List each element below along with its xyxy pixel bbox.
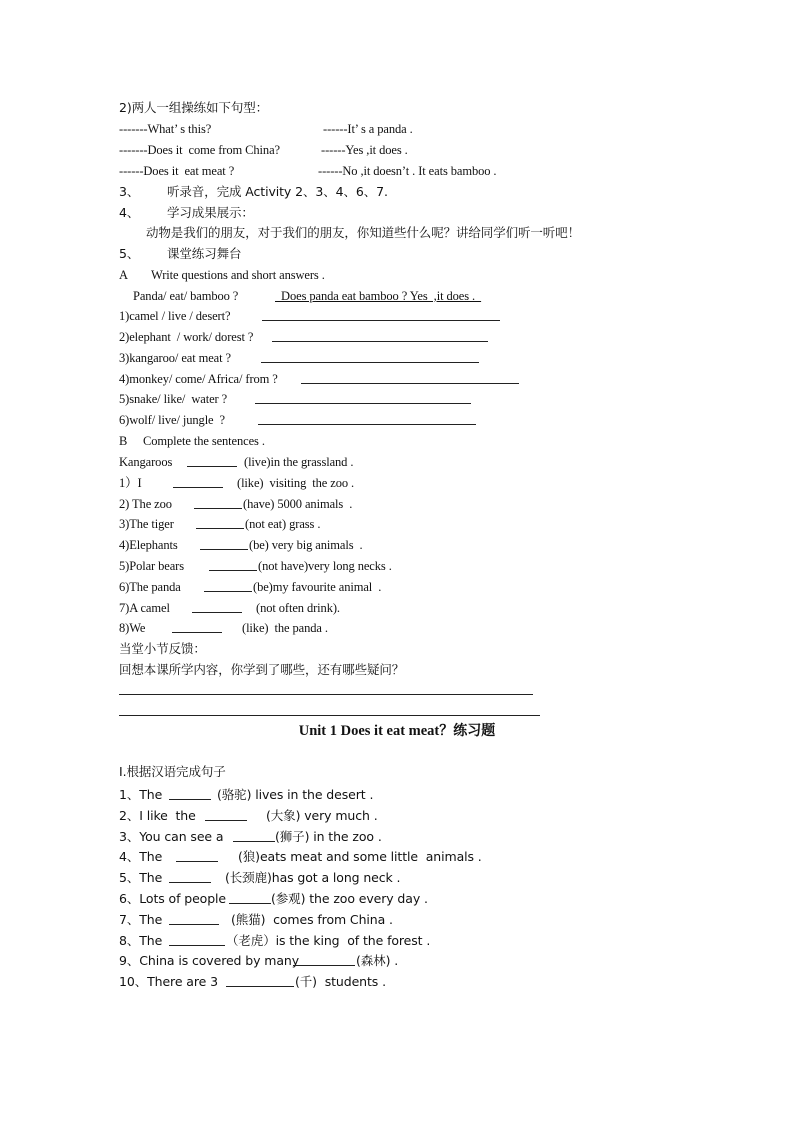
exercise-item-8-start-text: 8、The [119,933,163,948]
step-5 [167,246,241,262]
dialogue-line-3 [119,163,234,179]
feedback-prompt [119,662,404,678]
exercise-title [0,722,794,740]
sentence-b-7-rest-text: (not often drink). [256,601,340,615]
sentence-b-5-subject-text: 5)Polar bears [119,559,184,573]
blank-ex-10[interactable] [226,986,294,987]
feedback-prompt-text: 回想本课所学内容，你学到了哪些，还有哪些疑问？ [119,662,405,677]
sentence-b-8-subject-text: 8)We [119,621,146,635]
sentence-b-7-subject [119,600,170,616]
answer-blank-a-2[interactable] [272,341,488,342]
section-a-example-answer-text: Does panda eat bamboo ? Yes ,it does . [275,289,482,303]
step-3-number [119,184,139,200]
exercise-item-2-end-text: (大象) very much . [266,808,378,823]
exercise-item-8-end [226,933,430,949]
dialogue-line-3-question: ------Does it eat meat ? [119,164,235,178]
section-a-example-answer [275,288,481,304]
step-4 [167,205,254,221]
dialogue-line-1-answer [323,121,413,137]
step-4-text: 学习成果展示： [167,205,254,220]
exercise-item-5-end-text: (长颈鹿)has got a long neck . [225,870,401,885]
sentence-b-4-subject [119,537,178,553]
blank-ex-5[interactable] [169,882,211,883]
exercise-item-10-start [119,974,218,990]
exercise-item-10-start-text: 10、There are 3 [119,974,218,989]
sentence-b-2-subject [119,496,172,512]
sentence-b-6-subject [119,579,181,595]
blank-ex-4[interactable] [176,861,218,862]
step-4-number-text: 4、 [119,205,140,220]
exercise-item-3-end-text: (狮子) in the zoo . [275,829,382,844]
exercise-title-cn: ？练习题 [439,723,496,739]
blank-b-3[interactable] [196,528,244,529]
sentence-b-2-rest [243,496,352,512]
blank-ex-6[interactable] [229,903,271,904]
dialogue-line-2-answer [321,142,408,158]
sentence-b-2-subject-text: 2) The zoo [119,497,172,511]
blank-b-5[interactable] [209,570,257,571]
step-3-text: 听录音，完成 Activity 2、3、4、6、7. [167,184,388,199]
section-a-letter [119,267,128,283]
exercise-item-5-start-text: 5、The [119,870,163,885]
pair-practice-heading-text: 2)两人一组操练如下句型： [119,100,269,115]
section-a-example-prompt [133,288,238,304]
exercise-item-1-end [217,787,373,803]
step-3 [167,184,388,200]
step-5-number [119,246,139,262]
section-a-letter-text: A [119,268,128,282]
sentence-b-8-rest [242,620,328,636]
exercise-item-3-start [119,829,223,845]
blank-b-2[interactable] [194,508,242,509]
section-b-letter [119,433,127,449]
section-b-letter-text: B [119,434,128,448]
sentence-b-2-rest-text: (have) 5000 animals . [243,497,353,511]
section-a-instruction [151,267,325,283]
blank-ex-9[interactable] [293,965,355,966]
blank-ex-8[interactable] [169,945,225,946]
question-a-3-text: 3)kangaroo/ eat meat ? [119,351,231,365]
exercise-item-5-end [225,870,400,886]
sentence-b-5-subject [119,558,184,574]
section-b-instruction [143,433,265,449]
exercise-item-7-end [231,912,393,928]
sentence-b-3-subject-text: 3)The tiger [119,517,174,531]
sentence-b-8-subject [119,620,145,636]
sentence-b-6-subject-text: 6)The panda [119,580,181,594]
dialogue-line-2-answer-text: ------Yes ,it does . [321,143,408,157]
exercise-item-9-start-text: 9、China is covered by many [119,953,300,968]
step-4-number [119,205,139,221]
sentence-b-4-rest [249,537,363,553]
blank-ex-1[interactable] [169,799,211,800]
dialogue-line-1-question: -------What’ s this? [119,122,212,136]
answer-blank-a-3[interactable] [261,362,479,363]
sentence-b-6-rest-text: (be)my favourite animal . [253,580,382,594]
pair-practice-heading [119,100,268,116]
question-a-5 [119,391,227,407]
section-b-example-subject [119,454,172,470]
blank-b-1[interactable] [173,487,223,488]
exercise-item-1-start [119,787,162,803]
question-a-1 [119,308,230,324]
answer-blank-a-6[interactable] [258,424,476,425]
exercise-title-en: Unit 1 Does it eat meat [298,723,440,739]
exercise-item-10-end-text: (千) students . [295,974,386,989]
animals-friends-prompt [146,225,580,241]
exercise-item-6-start [119,891,226,907]
exercise-item-4-end-text: (狼)eats meat and some little animals . [238,849,482,864]
sentence-b-4-subject-text: 4)Elephants [119,538,178,552]
blank-b-example[interactable] [187,466,237,467]
blank-ex-7[interactable] [169,924,219,925]
section-a-example-prompt-text: Panda/ eat/ bamboo ? [133,289,239,303]
sentence-b-3-rest [245,516,320,532]
exercise-item-10-end [295,974,386,990]
exercise-item-2-start-text: 2、I like the [119,808,196,823]
blank-b-6[interactable] [204,591,252,592]
exercise-item-3-start-text: 3、You can see a [119,829,224,844]
feedback-answer-line-2[interactable] [119,715,540,716]
exercise-item-1-start-text: 1、The [119,787,163,802]
exercise-item-9-start [119,953,299,969]
question-a-2 [119,329,253,345]
dialogue-line-1 [119,121,211,137]
exercise-item-4-end [238,849,482,865]
feedback-heading [119,641,206,657]
step-5-number-text: 5、 [119,246,140,261]
exercise-item-4-start [119,849,162,865]
sentence-b-3-subject [119,516,174,532]
sentence-b-4-rest-text: (be) very big animals . [249,538,363,552]
question-a-3 [119,350,231,366]
exercise-heading [119,764,226,780]
blank-b-4[interactable] [200,549,248,550]
exercise-item-9-end [356,953,398,969]
exercise-item-5-start [119,870,162,886]
animals-friends-prompt-text: 动物是我们的朋友，对于我们的朋友，你知道些什么呢？讲给同学们听一听吧！ [146,225,581,240]
exercise-item-4-start-text: 4、The [119,849,163,864]
section-b-instruction-text: Complete the sentences . [143,434,265,448]
question-a-4 [119,371,278,387]
exercise-item-7-start-text: 7、The [119,912,163,927]
dialogue-line-1-answer-text: ------It’ s a panda . [323,122,413,136]
section-b-example-rest-text: (live)in the grassland . [244,455,354,469]
sentence-b-1-rest-text: (like) visiting the zoo . [237,476,355,490]
feedback-heading-text: 当堂小节反馈： [119,641,206,656]
answer-blank-a-1[interactable] [262,320,500,321]
sentence-b-7-subject-text: 7)A camel [119,601,170,615]
exercise-item-7-start [119,912,162,928]
exercise-item-2-start [119,808,196,824]
dialogue-line-2 [119,142,280,158]
blank-b-7[interactable] [192,612,242,613]
exercise-item-7-end-text: (熊猫) comes from China . [231,912,393,927]
step-5-text: 课堂练习舞台 [167,246,242,261]
question-a-6 [119,412,225,428]
dialogue-line-2-question: -------Does it come from China? [119,143,280,157]
sentence-b-1-rest [237,475,354,491]
answer-blank-a-5[interactable] [255,403,471,404]
sentence-b-6-rest [253,579,381,595]
feedback-answer-line-1[interactable] [119,694,533,695]
sentence-b-3-rest-text: (not eat) grass . [245,517,321,531]
blank-b-8[interactable] [172,632,222,633]
exercise-item-8-start [119,933,162,949]
exercise-heading-text: I.根据汉语完成句子 [119,764,226,779]
section-a-instruction-text: Write questions and short answers . [151,268,325,282]
exercise-item-8-end-text: （老虎）is the king of the forest . [226,933,431,948]
sentence-b-8-rest-text: (like) the panda . [242,621,328,635]
exercise-item-6-end [271,891,428,907]
blank-ex-3[interactable] [233,841,275,842]
exercise-item-3-end [275,829,382,845]
question-a-4-text: 4)monkey/ come/ Africa/ from ? [119,372,278,386]
question-a-2-text: 2)elephant / work/ dorest ? [119,330,254,344]
exercise-item-6-start-text: 6、Lots of people [119,891,227,906]
exercise-item-6-end-text: (参观) the zoo every day . [271,891,428,906]
blank-ex-2[interactable] [205,820,247,821]
sentence-b-7-rest [256,600,340,616]
sentence-b-1-subject [119,475,142,491]
question-a-6-text: 6)wolf/ live/ jungle ? [119,413,226,427]
sentence-b-5-rest [258,558,392,574]
exercise-item-9-end-text: (森林) . [356,953,399,968]
exercise-item-1-end-text: (骆驼) lives in the desert . [217,787,374,802]
section-b-example-rest [244,454,353,470]
dialogue-line-3-answer-text: ------No ,it doesn’t . It eats bamboo . [318,164,497,178]
sentence-b-1-subject-text: 1）I [119,476,142,490]
answer-blank-a-4[interactable] [301,383,519,384]
question-a-5-text: 5)snake/ like/ water ? [119,392,228,406]
dialogue-line-3-answer [318,163,496,179]
sentence-b-5-rest-text: (not have)very long necks . [258,559,392,573]
section-b-example-subject-text: Kangaroos [119,455,173,469]
question-a-1-text: 1)camel / live / desert? [119,309,231,323]
exercise-item-2-end [266,808,378,824]
step-3-number-text: 3、 [119,184,140,199]
